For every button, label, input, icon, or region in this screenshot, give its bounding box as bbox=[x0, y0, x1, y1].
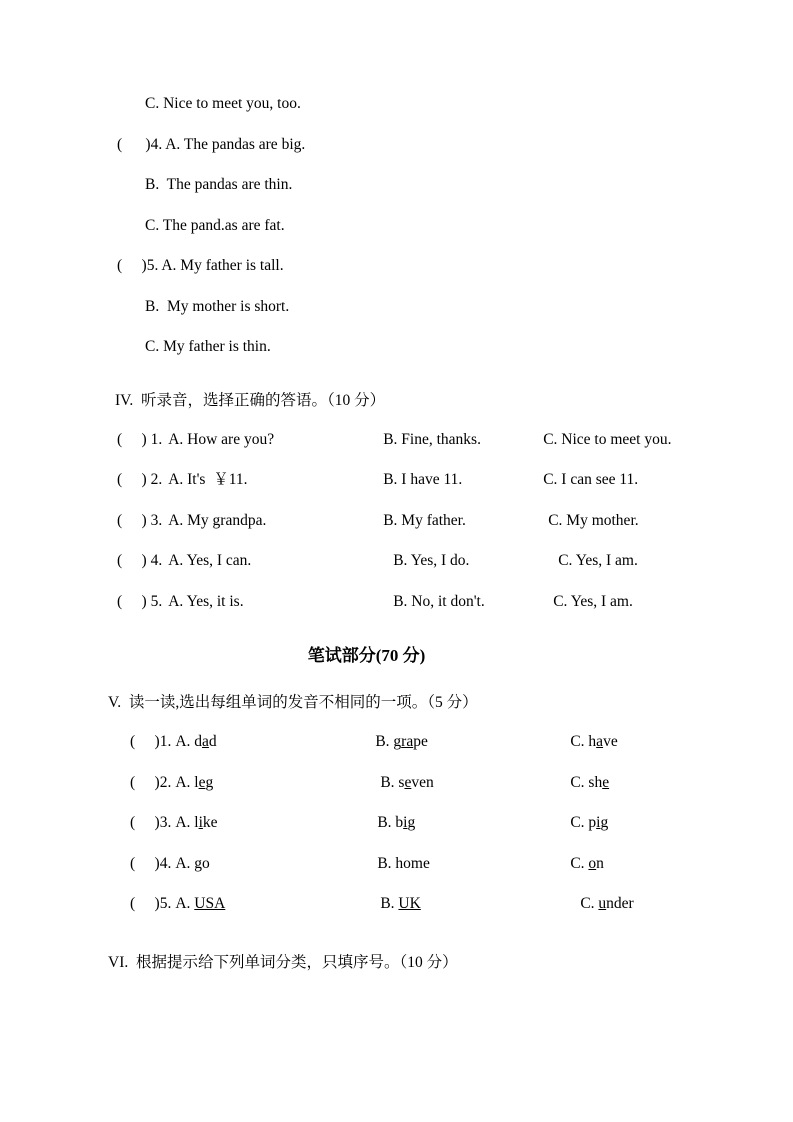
listening-item-4-option-c: C. Yes, I am. bbox=[558, 552, 638, 569]
phonics-item-3-option-c: C. pig bbox=[570, 814, 609, 831]
listening-item-3-option-c: C. My mother. bbox=[548, 511, 639, 529]
listening-item-3-option-b: B. My father. bbox=[383, 511, 466, 529]
listening-item-4-option-b: B. Yes, I do. bbox=[393, 552, 470, 569]
listening-item-1-option-b: B. Fine, thanks. bbox=[383, 430, 481, 448]
phonics-item-1-number: ( )1. bbox=[130, 733, 172, 750]
listening-item-4 bbox=[60, 553, 733, 569]
phonics-item-1 bbox=[60, 734, 733, 750]
phonics-item-4 bbox=[60, 856, 733, 872]
listening-item-1-option-c: C. Nice to meet you. bbox=[543, 430, 672, 448]
listening-item-2-option-c: C. I can see 11. bbox=[543, 471, 639, 488]
phonics-item-5-number: ( )5. bbox=[130, 895, 172, 912]
section-vi-heading: VI. 根据提示给下列单词分类，只填序号。（10 分） bbox=[108, 953, 458, 971]
question-5-option-c: C. My father is thin. bbox=[145, 338, 271, 355]
phonics-item-5-option-a: A. USA bbox=[175, 895, 226, 912]
listening-item-2-option-b: B. I have 11. bbox=[383, 471, 463, 488]
listening-item-5-number: ( ) 5. bbox=[117, 592, 163, 610]
section-v-heading: V. 读一读,选出每组单词的发音不相同的一项。（5 分） bbox=[108, 694, 478, 711]
listening-item-5-option-c: C. Yes, I am. bbox=[553, 592, 633, 610]
phonics-item-4-number: ( )4. bbox=[130, 854, 172, 872]
section-iv-heading: IV. 听录音，选择正确的答语。（10 分） bbox=[115, 391, 386, 409]
phonics-item-2-option-c: C. she bbox=[570, 773, 610, 791]
listening-item-4-number: ( ) 4. bbox=[117, 552, 163, 569]
listening-item-3 bbox=[60, 513, 733, 529]
listening-item-1 bbox=[60, 432, 733, 448]
phonics-item-4-option-b: B. home bbox=[377, 854, 430, 872]
listening-item-5-option-b: B. No, it don't. bbox=[393, 592, 485, 610]
phonics-item-2-option-a: A. leg bbox=[175, 773, 214, 791]
listening-item-2-option-a: A. It's ￥11. bbox=[168, 471, 248, 488]
listening-item-1-number: ( ) 1. bbox=[117, 430, 163, 448]
phonics-item-5 bbox=[60, 896, 733, 912]
question-4: ( )4. A. The pandas are big. bbox=[117, 135, 306, 153]
listening-item-2 bbox=[60, 472, 733, 488]
question-4-option-c: C. The pand.as are fat. bbox=[145, 216, 285, 234]
phonics-item-4-option-c: C. on bbox=[570, 854, 604, 872]
phonics-item-5-option-c: C. under bbox=[580, 895, 634, 912]
phonics-item-3 bbox=[60, 815, 733, 831]
listening-item-2-number: ( ) 2. bbox=[117, 471, 163, 488]
phonics-item-3-option-a: A. like bbox=[175, 814, 218, 831]
listening-item-4-option-a: A. Yes, I can. bbox=[168, 552, 252, 569]
listening-item-5 bbox=[60, 594, 733, 610]
phonics-item-5-option-b: B. UK bbox=[380, 895, 421, 912]
listening-item-1-option-a: A. How are you? bbox=[168, 430, 275, 448]
phonics-item-2-number: ( )2. bbox=[130, 773, 172, 791]
listening-item-3-number: ( ) 3. bbox=[117, 511, 163, 529]
phonics-item-3-number: ( )3. bbox=[130, 814, 172, 831]
question-4-option-b: B. The pandas are thin. bbox=[145, 176, 293, 193]
listening-item-5-option-a: A. Yes, it is. bbox=[168, 592, 244, 610]
phonics-item-2-option-b: B. seven bbox=[380, 773, 434, 791]
phonics-item-4-option-a: A. go bbox=[175, 854, 210, 872]
written-part-title: 笔试部分(70 分) bbox=[307, 646, 426, 665]
listening-item-3-option-a: A. My grandpa. bbox=[168, 511, 267, 529]
phonics-item-3-option-b: B. big bbox=[377, 814, 416, 831]
phonics-item-1-option-b: B. grape bbox=[375, 733, 428, 750]
phonics-item-1-option-a: A. dad bbox=[175, 733, 217, 750]
question-5-option-b: B. My mother is short. bbox=[145, 297, 290, 315]
answer-option-c: C. Nice to meet you, too. bbox=[145, 95, 301, 112]
question-5: ( )5. A. My father is tall. bbox=[117, 257, 284, 274]
phonics-item-2 bbox=[60, 775, 733, 791]
phonics-item-1-option-c: C. have bbox=[570, 733, 618, 750]
